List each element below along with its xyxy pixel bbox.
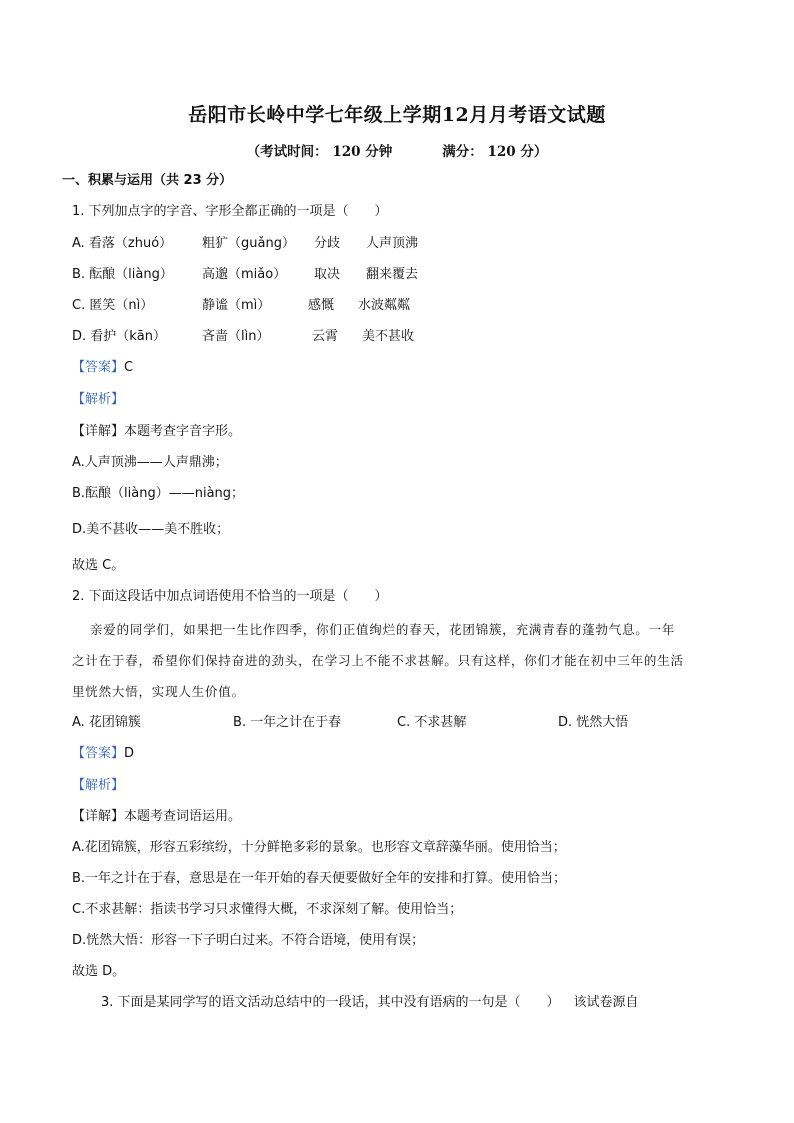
q2-explain-b: B.一年之计在于春，意思是在一年开始的春天便要做好全年的安排和打算。使用恰当； [72, 871, 567, 886]
exam-time: （考试时间： 120 分钟 [246, 144, 393, 160]
q2-analysis-tag: 【解析】 [72, 778, 125, 793]
q1-conclusion: 故选 C。 [72, 558, 125, 573]
q2-stem: 2. 下面这段话中加点词语使用不恰当的一项是（ ） [72, 589, 388, 604]
q2-options [72, 714, 628, 732]
q1-analysis-tag: 【解析】 [72, 392, 125, 407]
full-score: 满分： 120 分） [442, 144, 548, 160]
q2-explain-a: A.花团锦簇，形容五彩缤纷，十分鲜艳多彩的景象。也形容文章辞藻华丽。使用恰当； [72, 840, 566, 855]
q1-stem: 1. 下列加点字的字音、字形全都正确的一项是（ ） [72, 204, 388, 219]
q2-option-c: C. 不求甚解 [397, 715, 467, 730]
section-heading: 一、积累与运用（共 23 分） [62, 173, 233, 188]
q2-answer [72, 745, 134, 763]
q2-passage-line-2: 之计在于春，希望你们保持奋进的劲头，在学习上不能不求甚解。只有这样，你们才能在初中三年的生活 [72, 653, 684, 668]
page-title: 岳阳市长岭中学七年级上学期12月月考语文试题 [188, 104, 606, 126]
exam-info [0, 140, 794, 160]
q1-explain-b: B.酝酿（liàng）——niàng； [72, 486, 245, 501]
q3-stem: 3. 下面是某同学写的语文活动总结中的一段话，其中没有语病的一句是（ ） 该试卷源自 [101, 995, 639, 1010]
q1-option-c: C. 匿笑（nì） 静谧（mì） 感慨 水波粼粼 [72, 298, 411, 313]
q1-option-a: A. 看落（zhuó） 粗犷（guǎng） 分歧 人声顶沸 [72, 236, 419, 251]
q2-conclusion: 故选 D。 [72, 964, 126, 979]
q1-option-b: B. 酝酿（liàng） 高邈（miǎo） 取决 翻来覆去 [72, 267, 419, 282]
q2-passage-line-3: 里恍然大悟，实现人生价值。 [72, 684, 245, 699]
q1-option-d: D. 看护（kān） 吝啬（lìn） 云霄 美不甚收 [72, 329, 415, 344]
answer-value: C [124, 360, 134, 375]
detail-tag: 【详解】 [72, 809, 125, 824]
detail-tag: 【详解】 [72, 424, 125, 439]
q1-explain-d: D.美不甚收——美不胜收； [72, 522, 230, 537]
q2-explain-d: D.恍然大悟：形容一下子明白过来。不符合语境，使用有误； [72, 933, 425, 948]
q2-detail: 【详解】本题考查词语运用。 [72, 809, 242, 824]
q2-option-a: A. 花团锦簇 [72, 715, 141, 730]
q1-answer [72, 359, 133, 377]
source-note: 该试卷源自 [573, 995, 639, 1010]
q2-option-b: B. 一年之计在于春 [233, 715, 342, 730]
q1-detail: 【详解】本题考查字音字形。 [72, 424, 242, 439]
q2-explain-c: C.不求甚解：指读书学习只求懂得大概，不求深刻了解。使用恰当； [72, 902, 463, 917]
answer-value: D [124, 746, 135, 761]
q2-passage-line-1: 亲爱的同学们，如果把一生比作四季，你们正值绚烂的春天，花团锦簇，充满青春的蓬勃气息。一年 [90, 622, 676, 637]
q1-explain-a: A.人声顶沸——人声鼎沸； [72, 455, 228, 470]
q2-option-d: D. 恍然大悟 [558, 715, 629, 730]
answer-tag: 【答案】 [72, 746, 125, 761]
answer-tag: 【答案】 [72, 360, 125, 375]
